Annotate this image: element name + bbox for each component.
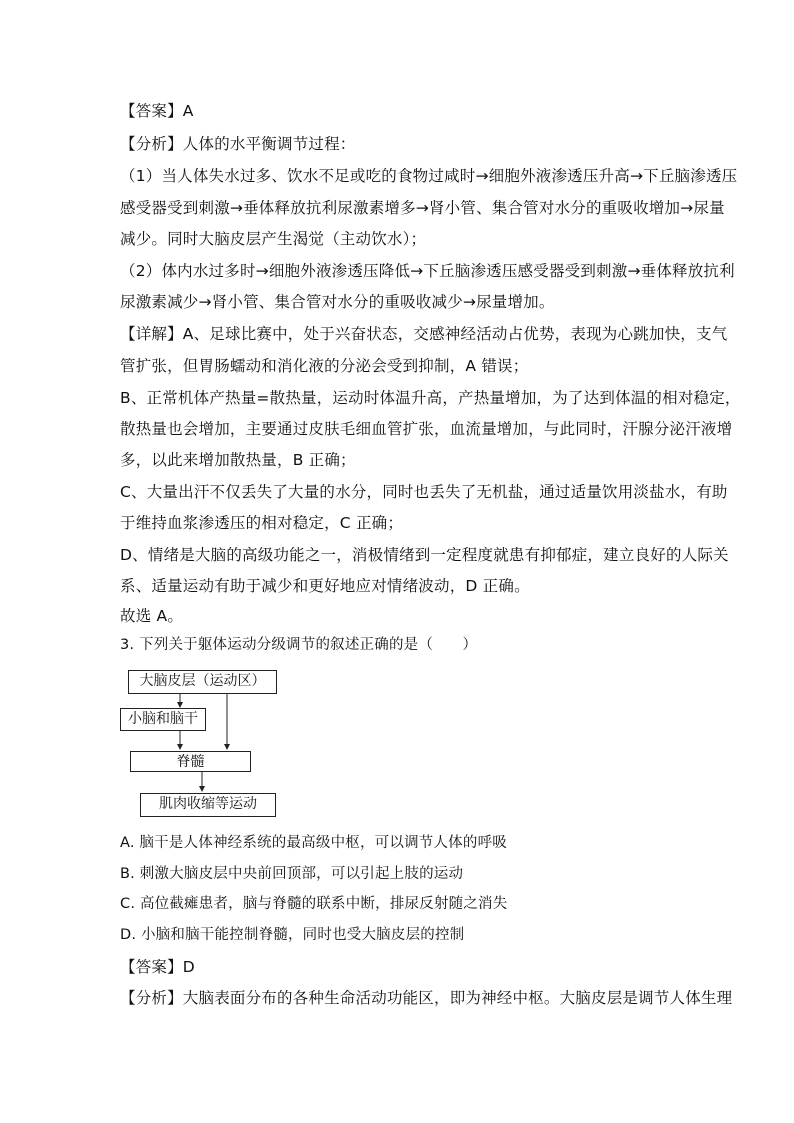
option-c: C. 高位截瘫患者，脑与脊髓的联系中断，排尿反射随之消失 <box>120 896 508 912</box>
analysis-line-final: 【分析】大脑表面分布的各种生命活动功能区，即为神经中枢。大脑皮层是调节人体生理 <box>120 989 733 1007</box>
detail-line-6: C、大量出汗不仅丢失了大量的水分，同时也丢失了无机盐，通过适量饮用淡盐水，有助 <box>120 483 728 501</box>
question-3-stem: 3. 下列关于躯体运动分级调节的叙述正确的是（ ） <box>120 637 478 653</box>
detail-line-4: 散热量也会增加，主要通过皮肤毛细血管扩张，血流量增加，与此同时，汗腺分泌汗液增 <box>120 420 733 438</box>
analysis-line-1: （1）当人体失水过多、饮水不足或吃的食物过咸时→细胞外液渗透压升高→下丘脑渗透压 <box>120 167 738 185</box>
detail-line-9: 系、适量运动有助于减少和更好地应对情绪波动，D 正确。 <box>120 577 530 595</box>
detail-line-8: D、情绪是大脑的高级功能之一，消极情绪到一定程度就患有抑郁症，建立良好的人际关 <box>120 546 729 564</box>
option-d: D. 小脑和脑干能控制脊髓，同时也受大脑皮层的控制 <box>120 927 465 943</box>
option-b: B. 刺激大脑皮层中央前回顶部，可以引起上肢的运动 <box>120 866 464 882</box>
detail-line-2: 管扩张，但胃肠蠕动和消化液的分泌会受到抑制，A 错误； <box>120 357 529 375</box>
box-cerebral-cortex: 大脑皮层（运动区） <box>128 670 277 694</box>
analysis-line-2: 感受器受到刺激→垂体释放抗利尿激素增多→肾小管、集合管对水分的重吸收增加→尿量 <box>120 199 725 217</box>
answer-line: 【答案】A <box>120 102 194 120</box>
analysis-line-3: 减少。同时大脑皮层产生渴觉（主动饮水）； <box>120 230 427 248</box>
detail-line-7: 于维持血浆渗透压的相对稳定，C 正确； <box>120 514 404 532</box>
analysis-line-4: （2）体内水过多时→细胞外液渗透压降低→下丘脑渗透压感受器受到刺激→垂体释放抗利 <box>120 262 735 280</box>
conclusion-line: 故选 A。 <box>120 607 184 625</box>
detail-line-1: 【详解】A、足球比赛中，处于兴奋状态，交感神经活动占优势，表现为心跳加快，支气 <box>120 325 728 343</box>
analysis-line-5: 尿激素减少→肾小管、集合管对水分的重吸收减少→尿量增加。 <box>120 293 555 311</box>
box-cerebellum-brainstem: 小脑和脑干 <box>120 708 206 731</box>
analysis-heading: 【分析】人体的水平衡调节过程： <box>120 135 356 153</box>
box-spinal-cord: 脊髓 <box>130 751 251 772</box>
motor-control-diagram <box>110 660 310 825</box>
detail-line-5: 多，以此来增加散热量，B 正确； <box>120 451 356 469</box>
detail-line-3: B、正常机体产热量=散热量，运动时体温升高，产热量增加，为了达到体温的相对稳定， <box>120 389 741 407</box>
box-muscle-contraction: 肌肉收缩等运动 <box>140 793 276 817</box>
answer-line-2: 【答案】D <box>120 958 195 976</box>
option-a: A. 脑干是人体神经系统的最高级中枢，可以调节人体的呼吸 <box>120 835 507 851</box>
